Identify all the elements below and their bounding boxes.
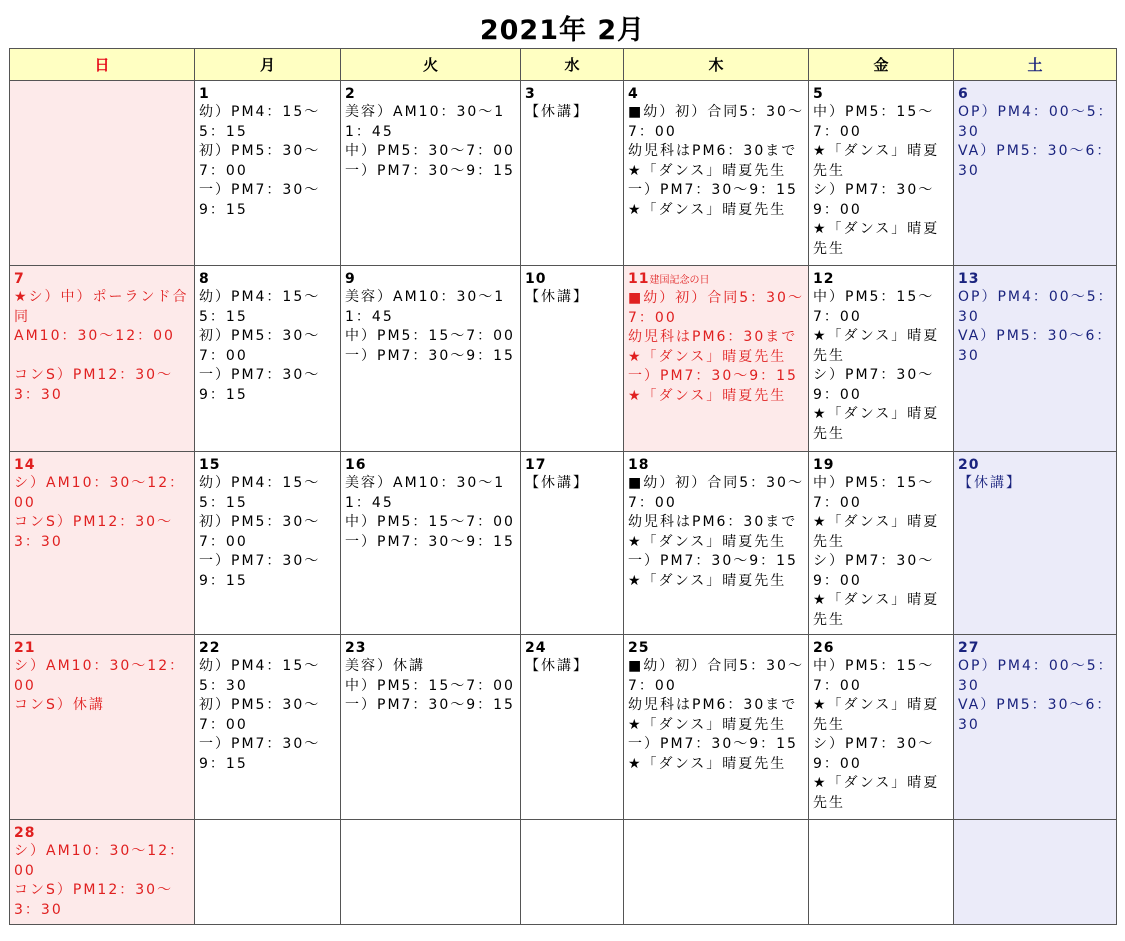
day-number bbox=[345, 640, 518, 657]
day-cell bbox=[624, 635, 809, 820]
schedule-line: 中）PM5：15〜7：00 bbox=[345, 677, 515, 694]
day-number-value: 17 bbox=[525, 457, 547, 473]
day-number-value: 22 bbox=[199, 640, 221, 656]
weekday-sunday: 日 bbox=[10, 49, 195, 81]
schedule-line: 中）PM5：15〜7：00 bbox=[813, 475, 935, 511]
day-cell bbox=[809, 820, 954, 925]
day-cell bbox=[10, 452, 195, 635]
schedule-line: 【休講】 bbox=[525, 104, 589, 120]
day-cell bbox=[10, 820, 195, 925]
day-number-value: 16 bbox=[345, 457, 367, 473]
schedule-line: ★「ダンス」晴夏先生 bbox=[628, 572, 787, 589]
day-number bbox=[14, 457, 192, 474]
schedule-line: 幼）PM4：15〜5：30 bbox=[199, 658, 321, 694]
day-cell bbox=[624, 820, 809, 925]
schedule-line: 【休講】 bbox=[525, 475, 589, 491]
schedule-line: 幼児科はPM6：30まで bbox=[628, 143, 798, 159]
day-number-value: 3 bbox=[525, 86, 536, 102]
schedule-line: OP）PM4：00〜5：30 bbox=[958, 658, 1114, 694]
day-number bbox=[199, 271, 338, 288]
schedule-line: 初）PM5：30〜7：00 bbox=[199, 328, 321, 364]
day-cell bbox=[954, 81, 1117, 266]
day-number-value: 23 bbox=[345, 640, 367, 656]
day-number bbox=[813, 86, 951, 103]
schedule-line: 【休講】 bbox=[525, 658, 589, 674]
weekday-friday: 金 bbox=[809, 49, 954, 81]
schedule-line: ★「ダンス」晴夏先生 bbox=[813, 514, 940, 550]
day-cell bbox=[195, 81, 341, 266]
day-number-value: 7 bbox=[14, 271, 25, 287]
day-number bbox=[199, 86, 338, 103]
schedule-line: コンS）PM12：30〜3：30 bbox=[14, 882, 174, 918]
day-number bbox=[345, 86, 518, 103]
day-number-value: 11 bbox=[628, 271, 650, 287]
day-cell bbox=[341, 81, 521, 266]
day-cell bbox=[195, 266, 341, 452]
schedule-line: シ）PM7：30〜9：00 bbox=[813, 367, 935, 403]
day-cell bbox=[10, 81, 195, 266]
schedule-line: 美容）AM10：30〜11：45 bbox=[345, 475, 506, 511]
day-number-value: 8 bbox=[199, 271, 210, 287]
day-cell bbox=[954, 266, 1117, 452]
day-number bbox=[345, 457, 518, 474]
day-number-value: 5 bbox=[813, 86, 824, 102]
schedule-line: ★シ）中）ポーランド合同 bbox=[14, 289, 189, 325]
schedule-line: ★「ダンス」晴夏先生 bbox=[628, 387, 787, 404]
schedule-line: 中）PM5：15〜7：00 bbox=[345, 514, 515, 530]
day-cell bbox=[341, 820, 521, 925]
day-cell bbox=[341, 266, 521, 452]
day-number bbox=[628, 640, 806, 657]
schedule-line: ■幼）初）合同5：30〜7：00 bbox=[628, 290, 804, 326]
day-cell bbox=[809, 635, 954, 820]
day-number-value: 14 bbox=[14, 457, 36, 473]
day-number-value: 21 bbox=[14, 640, 36, 656]
week-row bbox=[10, 820, 1117, 925]
schedule-line: AM10：30〜12：00 bbox=[14, 328, 175, 344]
day-number-value: 18 bbox=[628, 457, 650, 473]
week-row bbox=[10, 452, 1117, 635]
schedule-line: 一）PM7：30〜9：15 bbox=[628, 553, 798, 569]
day-number bbox=[14, 271, 192, 288]
day-number bbox=[958, 457, 1114, 474]
schedule-line: 【休講】 bbox=[525, 289, 589, 305]
day-cell bbox=[624, 452, 809, 635]
schedule-line: 幼児科はPM6：30まで bbox=[628, 329, 798, 345]
day-number bbox=[628, 271, 806, 289]
weekday-header-row bbox=[10, 49, 1117, 81]
schedule-line: ★「ダンス」晴夏先生 bbox=[628, 348, 787, 365]
schedule-line: 一）PM7：30〜9：15 bbox=[345, 347, 515, 364]
day-number bbox=[813, 640, 951, 657]
weekday-tuesday: 火 bbox=[341, 49, 521, 81]
schedule-line bbox=[14, 347, 192, 367]
schedule-line: シ）PM7：30〜9：00 bbox=[813, 736, 935, 772]
day-number bbox=[525, 640, 621, 657]
schedule-line: 幼児科はPM6：30まで bbox=[628, 697, 798, 713]
day-number-value: 12 bbox=[813, 271, 835, 287]
weekday-monday: 月 bbox=[195, 49, 341, 81]
schedule-line: 幼）PM4：15〜5：15 bbox=[199, 475, 321, 511]
schedule-line: コンS）PM12：30〜3：30 bbox=[14, 514, 174, 550]
weekday-saturday: 土 bbox=[954, 49, 1117, 81]
day-number bbox=[628, 86, 806, 103]
schedule-line: 幼）PM4：15〜5：15 bbox=[199, 104, 321, 140]
schedule-line: 美容）AM10：30〜11：45 bbox=[345, 104, 506, 140]
day-cell bbox=[809, 81, 954, 266]
day-number bbox=[199, 457, 338, 474]
day-cell bbox=[521, 452, 624, 635]
day-number bbox=[525, 457, 621, 474]
day-cell bbox=[521, 820, 624, 925]
schedule-line: 幼児科はPM6：30まで bbox=[628, 514, 798, 530]
schedule-line: ★「ダンス」晴夏先生 bbox=[813, 775, 940, 811]
schedule-line: ★「ダンス」晴夏先生 bbox=[813, 697, 940, 733]
day-number-value: 24 bbox=[525, 640, 547, 656]
schedule-line: ■幼）初）合同5：30〜7：00 bbox=[628, 475, 804, 511]
schedule-line: ★「ダンス」晴夏先生 bbox=[628, 755, 787, 772]
schedule-line: VA）PM5：30〜6：30 bbox=[958, 697, 1113, 733]
schedule-line: 中）PM5：15〜7：00 bbox=[813, 658, 935, 694]
day-cell bbox=[809, 266, 954, 452]
day-number bbox=[628, 457, 806, 474]
day-number-value: 27 bbox=[958, 640, 980, 656]
schedule-line: シ）AM10：30〜12：00 bbox=[14, 843, 186, 879]
day-cell bbox=[954, 635, 1117, 820]
schedule-line: シ）PM7：30〜9：00 bbox=[813, 553, 935, 589]
day-number bbox=[958, 271, 1114, 288]
schedule-line: 中）PM5：15〜7：00 bbox=[813, 104, 935, 140]
schedule-line: 中）PM5：15〜7：00 bbox=[345, 328, 515, 344]
day-cell bbox=[195, 635, 341, 820]
schedule-line: OP）PM4：00〜5：30 bbox=[958, 104, 1114, 140]
holiday-name: 建国記念の日 bbox=[649, 275, 710, 286]
day-number-value: 20 bbox=[958, 457, 980, 473]
week-row bbox=[10, 81, 1117, 266]
schedule-line: 美容）休講 bbox=[345, 658, 425, 674]
day-cell bbox=[10, 635, 195, 820]
schedule-line: 一）PM7：30〜9：15 bbox=[628, 736, 798, 752]
schedule-line: ■幼）初）合同5：30〜7：00 bbox=[628, 104, 804, 140]
schedule-line: コンS）休講 bbox=[14, 697, 105, 713]
schedule-line: ■幼）初）合同5：30〜7：00 bbox=[628, 658, 804, 694]
schedule-line: 一）PM7：30〜9：15 bbox=[199, 553, 321, 589]
day-cell bbox=[195, 820, 341, 925]
schedule-line: 初）PM5：30〜7：00 bbox=[199, 697, 321, 733]
weekday-wednesday: 水 bbox=[521, 49, 624, 81]
day-number bbox=[525, 86, 621, 103]
day-cell bbox=[341, 635, 521, 820]
day-cell bbox=[954, 452, 1117, 635]
schedule-line: 【休講】 bbox=[958, 475, 1022, 491]
schedule-line: ★「ダンス」晴夏先生 bbox=[813, 221, 940, 257]
schedule-line: 一）PM7：30〜9：15 bbox=[199, 736, 321, 772]
schedule-line: OP）PM4：00〜5：30 bbox=[958, 289, 1114, 325]
day-number-value: 25 bbox=[628, 640, 650, 656]
day-cell bbox=[624, 266, 809, 452]
schedule-line: 初）PM5：30〜7：00 bbox=[199, 514, 321, 550]
day-cell bbox=[341, 452, 521, 635]
day-number-value: 9 bbox=[345, 271, 356, 287]
schedule-line: 一）PM7：30〜9：15 bbox=[628, 182, 798, 198]
schedule-line: VA）PM5：30〜6：30 bbox=[958, 328, 1113, 364]
schedule-line: ★「ダンス」晴夏先生 bbox=[813, 328, 940, 364]
schedule-line: ★「ダンス」晴夏先生 bbox=[628, 162, 787, 179]
day-cell bbox=[521, 81, 624, 266]
schedule-line: 一）PM7：30〜9：15 bbox=[345, 533, 515, 550]
day-number bbox=[14, 640, 192, 657]
day-number-value: 2 bbox=[345, 86, 356, 102]
day-number-value: 19 bbox=[813, 457, 835, 473]
schedule-line: ★「ダンス」晴夏先生 bbox=[813, 406, 940, 442]
day-number-value: 10 bbox=[525, 271, 547, 287]
day-number bbox=[813, 457, 951, 474]
day-number bbox=[958, 86, 1114, 103]
schedule-line: 一）PM7：30〜9：15 bbox=[199, 182, 321, 218]
schedule-line: 一）PM7：30〜9：15 bbox=[628, 368, 798, 384]
schedule-line: ★「ダンス」晴夏先生 bbox=[628, 533, 787, 550]
day-cell bbox=[10, 266, 195, 452]
week-row bbox=[10, 266, 1117, 452]
schedule-line: ★「ダンス」晴夏先生 bbox=[813, 592, 940, 628]
schedule-line: 幼）PM4：15〜5：15 bbox=[199, 289, 321, 325]
schedule-line: ★「ダンス」晴夏先生 bbox=[628, 201, 787, 218]
day-number bbox=[199, 640, 338, 657]
day-number-value: 26 bbox=[813, 640, 835, 656]
weekday-thursday: 木 bbox=[624, 49, 809, 81]
day-number bbox=[813, 271, 951, 288]
schedule-line: 一）PM7：30〜9：15 bbox=[345, 162, 515, 179]
day-cell bbox=[521, 266, 624, 452]
day-number-value: 13 bbox=[958, 271, 980, 287]
schedule-line: シ）PM7：30〜9：00 bbox=[813, 182, 935, 218]
schedule-line: ★「ダンス」晴夏先生 bbox=[813, 143, 940, 179]
schedule-line: シ）AM10：30〜12：00 bbox=[14, 475, 186, 511]
day-number bbox=[14, 825, 192, 842]
calendar-grid bbox=[9, 48, 1117, 925]
day-number-value: 4 bbox=[628, 86, 639, 102]
schedule-line: 中）PM5：30〜7：00 bbox=[345, 143, 515, 159]
schedule-line: シ）AM10：30〜12：00 bbox=[14, 658, 186, 694]
schedule-line: VA）PM5：30〜6：30 bbox=[958, 143, 1113, 179]
day-number-value: 6 bbox=[958, 86, 969, 102]
day-number bbox=[525, 271, 621, 288]
day-number-value: 28 bbox=[14, 825, 36, 841]
day-cell bbox=[624, 81, 809, 266]
schedule-line: ★「ダンス」晴夏先生 bbox=[628, 716, 787, 733]
day-number-value: 1 bbox=[199, 86, 210, 102]
day-cell bbox=[521, 635, 624, 820]
week-row bbox=[10, 635, 1117, 820]
schedule-line: 初）PM5：30〜7：00 bbox=[199, 143, 321, 179]
day-cell bbox=[809, 452, 954, 635]
schedule-line: 中）PM5：15〜7：00 bbox=[813, 289, 935, 325]
day-number bbox=[345, 271, 518, 288]
day-number-value: 15 bbox=[199, 457, 221, 473]
schedule-line: コンS）PM12：30〜3：30 bbox=[14, 367, 174, 403]
day-number bbox=[958, 640, 1114, 657]
calendar-title: 2021年 2月 bbox=[479, 15, 646, 46]
schedule-line: 美容）AM10：30〜11：45 bbox=[345, 289, 506, 325]
day-cell bbox=[954, 820, 1117, 925]
schedule-line: 一）PM7：30〜9：15 bbox=[199, 367, 321, 403]
schedule-line: 一）PM7：30〜9：15 bbox=[345, 697, 515, 713]
day-cell bbox=[195, 452, 341, 635]
